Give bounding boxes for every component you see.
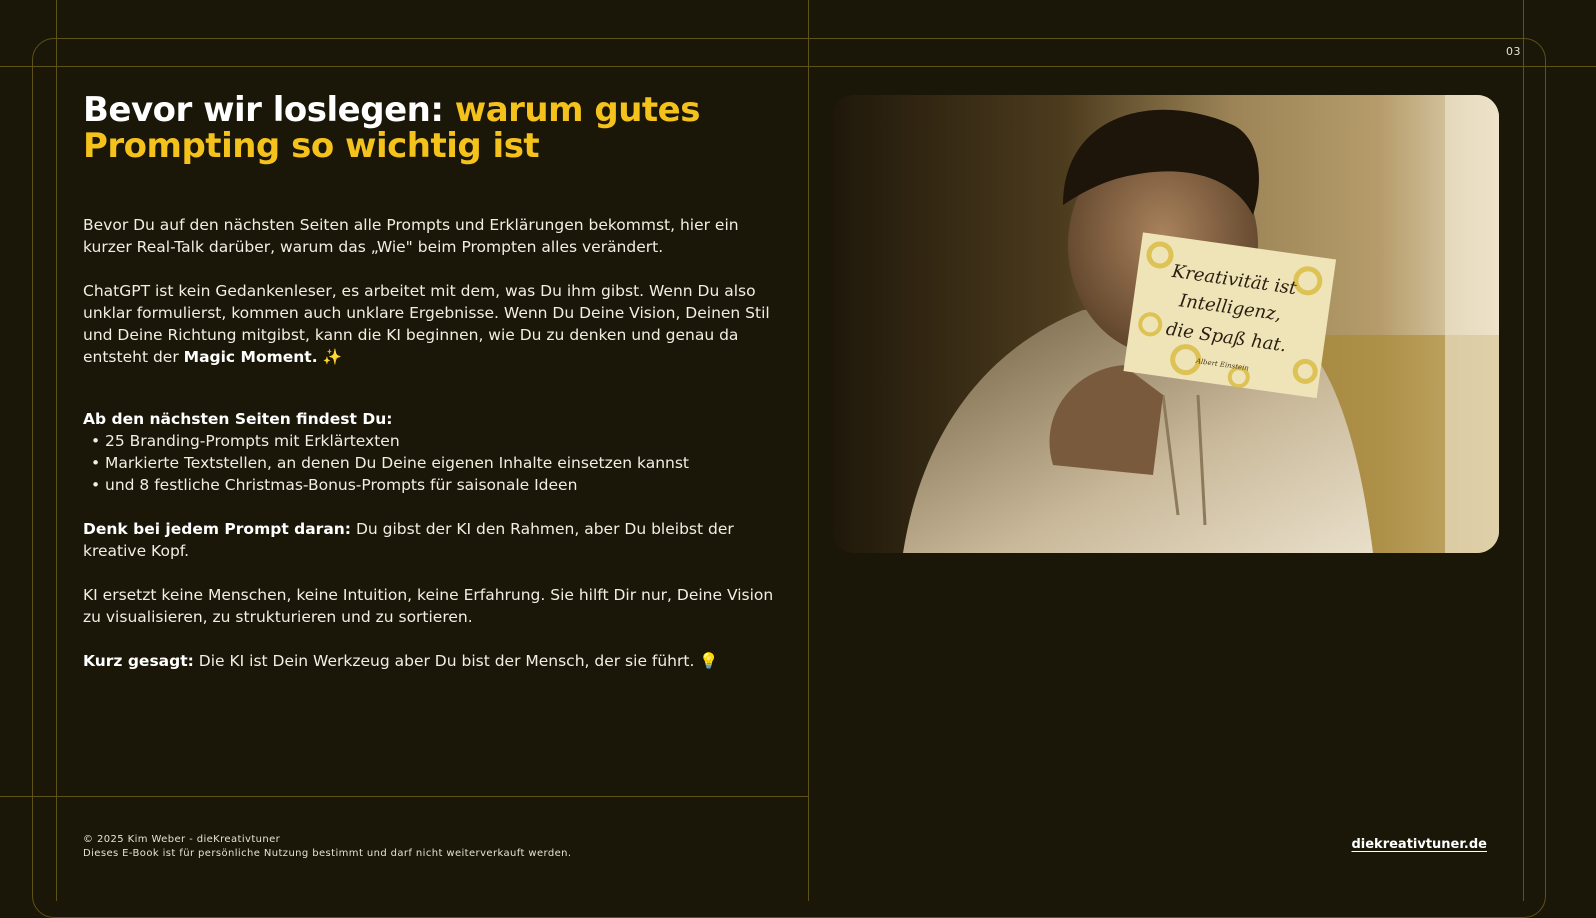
- list-item: • Markierte Textstellen, an denen Du Deine eigenen Inhalte einsetzen kannst: [83, 452, 783, 474]
- frame-line-vertical-right: [1523, 0, 1524, 901]
- summary-bold: Kurz gesagt:: [83, 652, 194, 670]
- website-link[interactable]: diekreativtuner.de: [1351, 837, 1487, 852]
- summary-text: Die KI ist Dein Werkzeug aber Du bist der Mensch, der sie führt.: [193, 652, 695, 670]
- list-item: • 25 Branding-Prompts mit Erklärtexten: [83, 430, 783, 452]
- lightbulb-icon: 💡: [699, 652, 719, 670]
- footer-copyright: © 2025 Kim Weber - dieKreativtuner: [83, 834, 281, 845]
- frame-line-vertical-left: [56, 0, 57, 901]
- title-part-white: Bevor wir loslegen:: [83, 90, 455, 130]
- contents-list: [83, 430, 783, 496]
- quote-card: [1123, 232, 1336, 398]
- reminder-text: Du gibst der KI den Rahmen, aber Du bleibst der kreative Kopf.: [83, 520, 734, 560]
- contents-list-block: [83, 408, 783, 496]
- card-text-line-2: Intelligenz,: [1177, 290, 1283, 326]
- reminder-paragraph: [83, 518, 783, 562]
- page-number: 03: [1506, 45, 1521, 58]
- intro-paragraph: [83, 214, 783, 258]
- card-signature: Albert Einstein: [1195, 357, 1250, 373]
- page-title: [83, 92, 783, 164]
- list-item: • und 8 festliche Christmas-Bonus-Prompts für saisonale Ideen: [83, 474, 783, 496]
- card-text-line-1: Kreativität ist: [1170, 260, 1298, 300]
- chatgpt-text: ChatGPT ist kein Gedankenleser, es arbeitet mit dem, was Du ihm gibst. Wenn Du also unklar formulierst, kommen auch unklare Ergebnisse. Wenn Du Deine Vision, Deinen Stil und Deine Richtung mitgibst, kann die KI beginnen, wie Du zu denken und genau da entsteht der: [83, 282, 770, 366]
- frame-line-horizontal-top: [0, 66, 1596, 67]
- ki-text: KI ersetzt keine Menschen, keine Intuition, keine Erfahrung. Sie hilft Dir nur, Deine Vision zu visualisieren, zu strukturieren und zu sortieren.: [83, 586, 774, 626]
- footer: [83, 833, 571, 861]
- sparkles-icon: ✨: [322, 348, 342, 366]
- card-text-line-3: die Spaß hat.: [1164, 318, 1288, 357]
- intro-text: Bevor Du auf den nächsten Seiten alle Prompts und Erklärungen bekommst, hier ein kurzer Real-Talk darüber, warum das „Wie" beim Prompten alles verändert.: [83, 216, 739, 256]
- window-light: [1445, 95, 1499, 553]
- photo-illustration: [833, 95, 1499, 553]
- magic-moment-text: Magic Moment.: [183, 348, 318, 366]
- summary-paragraph: [83, 650, 783, 672]
- hero-photo: [833, 95, 1499, 553]
- footer-notice: Dieses E-Book ist für persönliche Nutzung bestimmt und darf nicht weiterverkauft werden.: [83, 848, 572, 859]
- chatgpt-paragraph: [83, 280, 783, 368]
- title-part-accent: warum gutes Prompting so wichtig ist: [83, 90, 700, 166]
- ki-paragraph: [83, 584, 783, 628]
- reminder-bold: Denk bei jedem Prompt daran:: [83, 520, 352, 538]
- contents-list-heading: Ab den nächsten Seiten findest Du:: [83, 410, 393, 428]
- frame-line-horizontal-bottom: [0, 796, 809, 797]
- main-content: [83, 92, 783, 694]
- frame-line-vertical-middle: [808, 0, 809, 901]
